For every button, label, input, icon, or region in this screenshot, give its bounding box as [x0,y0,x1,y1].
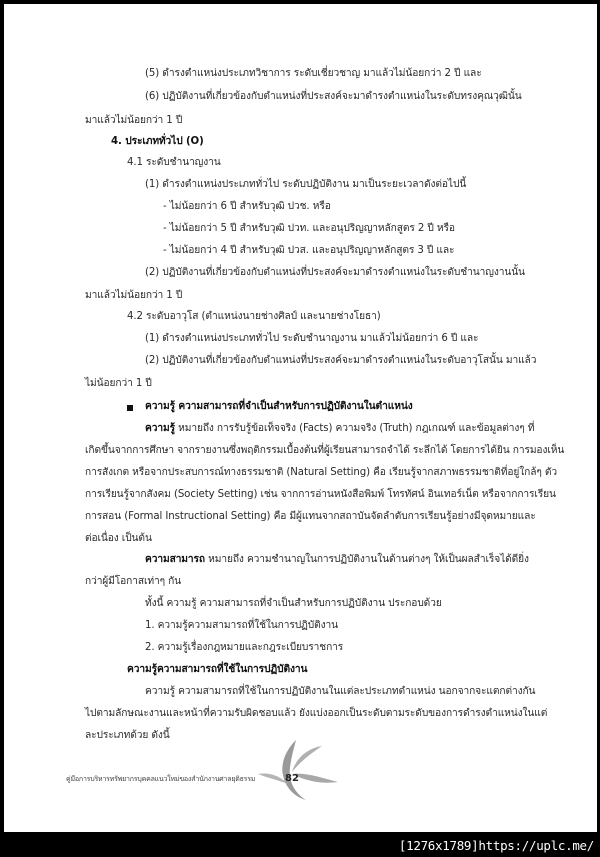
bullet-square-icon [127,405,133,411]
paragraph-line: ไปตามลักษณะงานและหน้าที่ความรับผิดชอบแล้ว ยังแบ่งออกเป็นระดับตามระดับของการดำรงตำแหน่งในแต่ [85,708,548,719]
paragraph-line: กว่าผู้มีโอกาสเท่าๆ กัน [85,576,182,587]
list-item: 2. ความรู้เรื่องกฎหมายและกฎระเบียบราชการ [145,642,344,653]
paragraph-line: การสังเกต หรือจากประสบการณ์ทางธรรมชาติ (Natural Setting) คือ เรียนรู้จากสภาพธรรมชาติที่อยู่ใกล้ๆ ตัว [85,467,558,478]
paragraph-line: การเรียนรู้จากสังคม (Society Setting) เช่น จากการอ่านหนังสือพิมพ์ โทรทัศน์ อินเทอร์เน็ต หรือจากการเรียน [85,489,556,500]
paragraph-line: ละประเภทด้วย ดังนี้ [85,730,170,741]
list-item: - ไม่น้อยกว่า 4 ปี สำหรับวุฒิ ปวส. และอนุปริญญาหลักสูตร 3 ปี และ [163,245,455,256]
term-knowledge: ความรู้ [145,423,175,434]
section-heading: 4. ประเภททั่วไป (O) [111,136,204,147]
paragraph-line [145,553,529,567]
bullet-heading: ความรู้ ความสามารถที่จำเป็นสำหรับการปฏิบัติงานในตำแหน่ง [145,401,413,412]
text-line: (5) ดำรงตำแหน่งประเภทวิชาการ ระดับเชี่ยวชาญ มาแล้วไม่น้อยกว่า 2 ปี และ [145,68,482,79]
term-ability: ความสามารถ [145,554,205,565]
definition-text: หมายถึง การรับรู้ข้อเท็จจริง (Facts) ความจริง (Truth) กฎเกณฑ์ และข้อมูลต่างๆ ที่ [178,423,535,434]
list-item: - ไม่น้อยกว่า 5 ปี สำหรับวุฒิ ปวท. และอนุปริญญาหลักสูตร 2 ปี หรือ [163,223,455,234]
page-number: 82 [285,773,299,784]
text-line: (1) ดำรงตำแหน่งประเภททั่วไป ระดับปฏิบัติงาน มาเป็นระยะเวลาดังต่อไปนี้ [145,179,467,190]
footer-title: คู่มือการบริหารทรัพยากรบุคคลแนวใหม่ของสำนักงานศาลยุติธรรม [66,775,256,783]
text-line: (1) ดำรงตำแหน่งประเภททั่วไป ระดับชำนาญงาน มาแล้วไม่น้อยกว่า 6 ปี และ [145,333,479,344]
subsection-heading: 4.1 ระดับชำนาญงาน [127,157,221,168]
paragraph-line: ต่อเนื่อง เป็นต้น [85,533,152,544]
definition-text: หมายถึง ความชำนาญในการปฏิบัติงานในด้านต่างๆ ให้เป็นผลสำเร็จได้ดียิ่ง [208,554,529,565]
paragraph-line [145,422,534,436]
paragraph-line: การสอน (Formal Instructional Setting) คือ มีผู้แทนจากสถาบันจัดลำดับการเรียนรู้อย่างมีจุดหมายและ [85,511,536,522]
paragraph-line: ความรู้ ความสามารถที่ใช้ในการปฏิบัติงานในแต่ละประเภทตำแหน่ง นอกจากจะแตกต่างกัน [145,686,536,697]
text-line: (6) ปฏิบัติงานที่เกี่ยวข้องกับตำแหน่งที่ประสงค์จะมาดำรงตำแหน่งในระดับทรงคุณวุฒินั้น [145,91,522,102]
section-heading: ความรู้ความสามารถที่ใช้ในการปฏิบัติงาน [127,664,308,675]
text-line: มาแล้วไม่น้อยกว่า 1 ปี [85,115,183,126]
text-line: มาแล้วไม่น้อยกว่า 1 ปี [85,290,183,301]
swoosh-logo-icon [256,738,351,806]
subsection-heading: 4.2 ระดับอาวุโส (ตำแหน่งนายช่างศิลป์ และนายช่างโยธา) [127,311,381,322]
text-line: (2) ปฏิบัติงานที่เกี่ยวข้องกับตำแหน่งที่ประสงค์จะมาดำรงตำแหน่งในระดับอาวุโสนั้น มาแล้ว [145,355,537,366]
watermark-text: [1276x1789]https://uplc.me/ [398,838,594,853]
paragraph-line: ทั้งนี้ ความรู้ ความสามารถที่จำเป็นสำหรับการปฏิบัติงาน ประกอบด้วย [145,598,442,609]
text-line: (2) ปฏิบัติงานที่เกี่ยวข้องกับตำแหน่งที่ประสงค์จะมาดำรงตำแหน่งในระดับชำนาญงานนั้น [145,267,525,278]
text-line: ไม่น้อยกว่า 1 ปี [85,378,152,389]
document-page [4,4,597,832]
paragraph-line: เกิดขึ้นจากการศึกษา จากรายงานซึ่งพฤติกรรมเบื้องต้นที่ผู้เรียนสามารถจำได้ ระลึกได้ โดยการได้ยิน การมองเห็น [85,445,565,456]
list-item: - ไม่น้อยกว่า 6 ปี สำหรับวุฒิ ปวช. หรือ [163,201,331,212]
list-item: 1. ความรู้ความสามารถที่ใช้ในการปฏิบัติงาน [145,620,339,631]
